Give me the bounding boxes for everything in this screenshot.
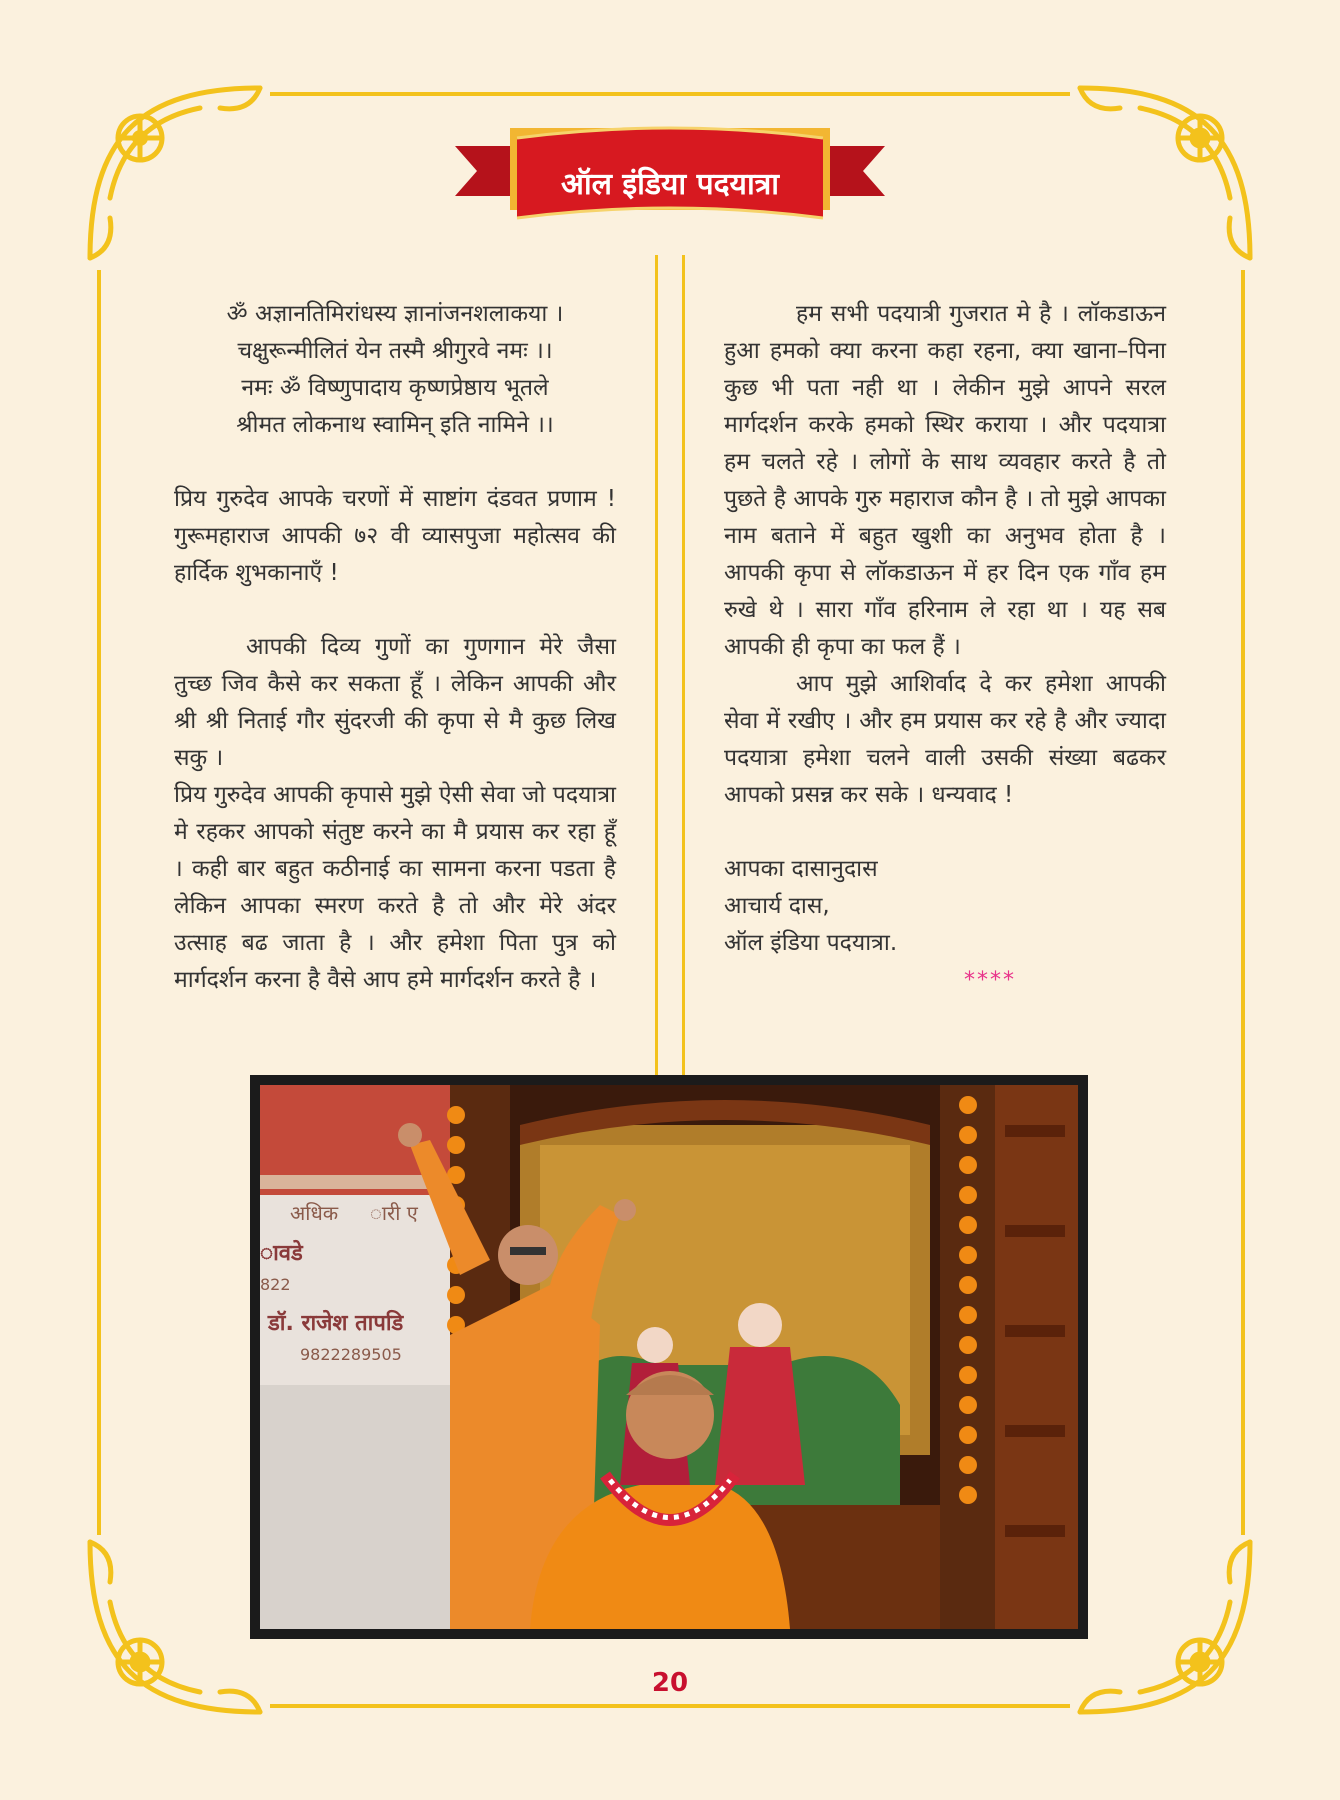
body-paragraph: प्रिय गुरुदेव आपकी कृपासे मुझे ऐसी सेवा जो पदयात्रा मे रहकर आपको संतुष्ट करने का मै प्रयास कर रहा हूँ । कही बार बहुत कठीनाई का सामना करना पडता है लेकिन आपका स्मरण करते है तो और मेरे अंदर उत्साह बढ जाता है । और हमेशा पिता पुत्र को मार्गदर्शन करना है वैसे आप हमे मार्गदर्शन करते है । — [174, 782, 616, 993]
border-left — [97, 270, 101, 1535]
column-divider-left — [655, 255, 658, 1075]
photo-banner-text: ारी ए — [370, 1201, 418, 1225]
signature-line: ऑल इंडिया पदयात्रा. — [724, 930, 898, 956]
right-column — [724, 296, 1166, 999]
greeting-paragraph: प्रिय गुरुदेव आपके चरणों में साष्टांग दंडवत प्रणाम ! गुरूमहाराज आपकी ७२ वी व्यासपुजा महोत्सव की हार्दिक शुभकानाएँ ! — [174, 486, 616, 586]
page-title: ऑल इंडिया पदयात्रा — [560, 167, 780, 202]
photo-banner-text: अधिक — [290, 1201, 339, 1225]
verse-line: श्रीमत लोकनाथ स्वामिन् इति नामिने ।। — [236, 412, 554, 438]
sanskrit-verse — [174, 296, 616, 444]
page-number: 20 — [651, 1668, 689, 1698]
photo-banner-text: 822 — [260, 1275, 291, 1294]
body-paragraph: आपकी दिव्य गुणों का गुणगान मेरे जैसा तुच्छ जिव कैसे कर सकता हूँ । लेकिन आपकी और श्री श्री निताई गौर सुंदरजी की कृपा से मै कुछ लिख सकु । — [174, 634, 616, 771]
column-divider-right — [682, 255, 685, 1075]
corner-ornament-bottom-right-icon — [1060, 1522, 1260, 1722]
photo-banner-text: डॉ. राजेश तापडि — [268, 1311, 404, 1336]
verse-line: चक्षुरून्मीलितं येन तस्मै श्रीगुरवे नमः ।। — [237, 338, 553, 364]
photo-banner-text: ावडे — [260, 1241, 303, 1266]
decorative-stars: **** — [964, 968, 1016, 993]
border-right — [1241, 270, 1245, 1535]
border-bottom — [270, 1704, 1070, 1708]
photo-image — [260, 1085, 1078, 1629]
body-paragraph: हम सभी पदयात्री गुजरात मे है । लॉकडाऊन हुआ हमको क्या करना कहा रहना, क्या खाना–पिना कुछ भी पता नही था । लेकीन मुझे आपने सरल मार्गदर्शन करके हमको स्थिर कराया । और पदयात्रा हम चलते रहे । लोगों के साथ व्यवहार करते है तो पुछते है आपके गुरु महाराज कौन है । तो मुझे आपका नाम बताने में बहुत खुशी का अनुभव होता है । आपकी कृपा से लॉकडाऊन में हर दिन एक गाँव हम रुखे थे । सारा गाँव हरिनाम ले रहा था । यह सब आपकी ही कृपा का फल हैं । — [724, 301, 1166, 660]
verse-line: ॐ अज्ञानतिमिरांधस्य ज्ञानांजनशलाकया । — [226, 301, 564, 327]
verse-line: नमः ॐ विष्णुपादाय कृष्णप्रेष्ठाय भूतले — [241, 375, 549, 401]
border-top — [270, 92, 1070, 96]
corner-ornament-top-left-icon — [80, 78, 280, 278]
left-column — [174, 296, 616, 999]
corner-ornament-top-right-icon — [1060, 78, 1260, 278]
signature-line: आचार्य दास, — [724, 893, 830, 919]
photo-frame — [250, 1075, 1088, 1639]
body-paragraph: आप मुझे आशिर्वाद दे कर हमेशा आपकी सेवा में रखीए । और हम प्रयास कर रहे है और ज्यादा पदयात्रा हमेशा चलने वाली उसकी संख्या बढकर आपको प्रसन्न कर सके । धन्यवाद ! — [724, 671, 1166, 808]
photo-banner-text: 9822289505 — [300, 1345, 402, 1364]
photo-illustration — [260, 1085, 1078, 1629]
signature-line: आपका दासानुदास — [724, 856, 878, 882]
